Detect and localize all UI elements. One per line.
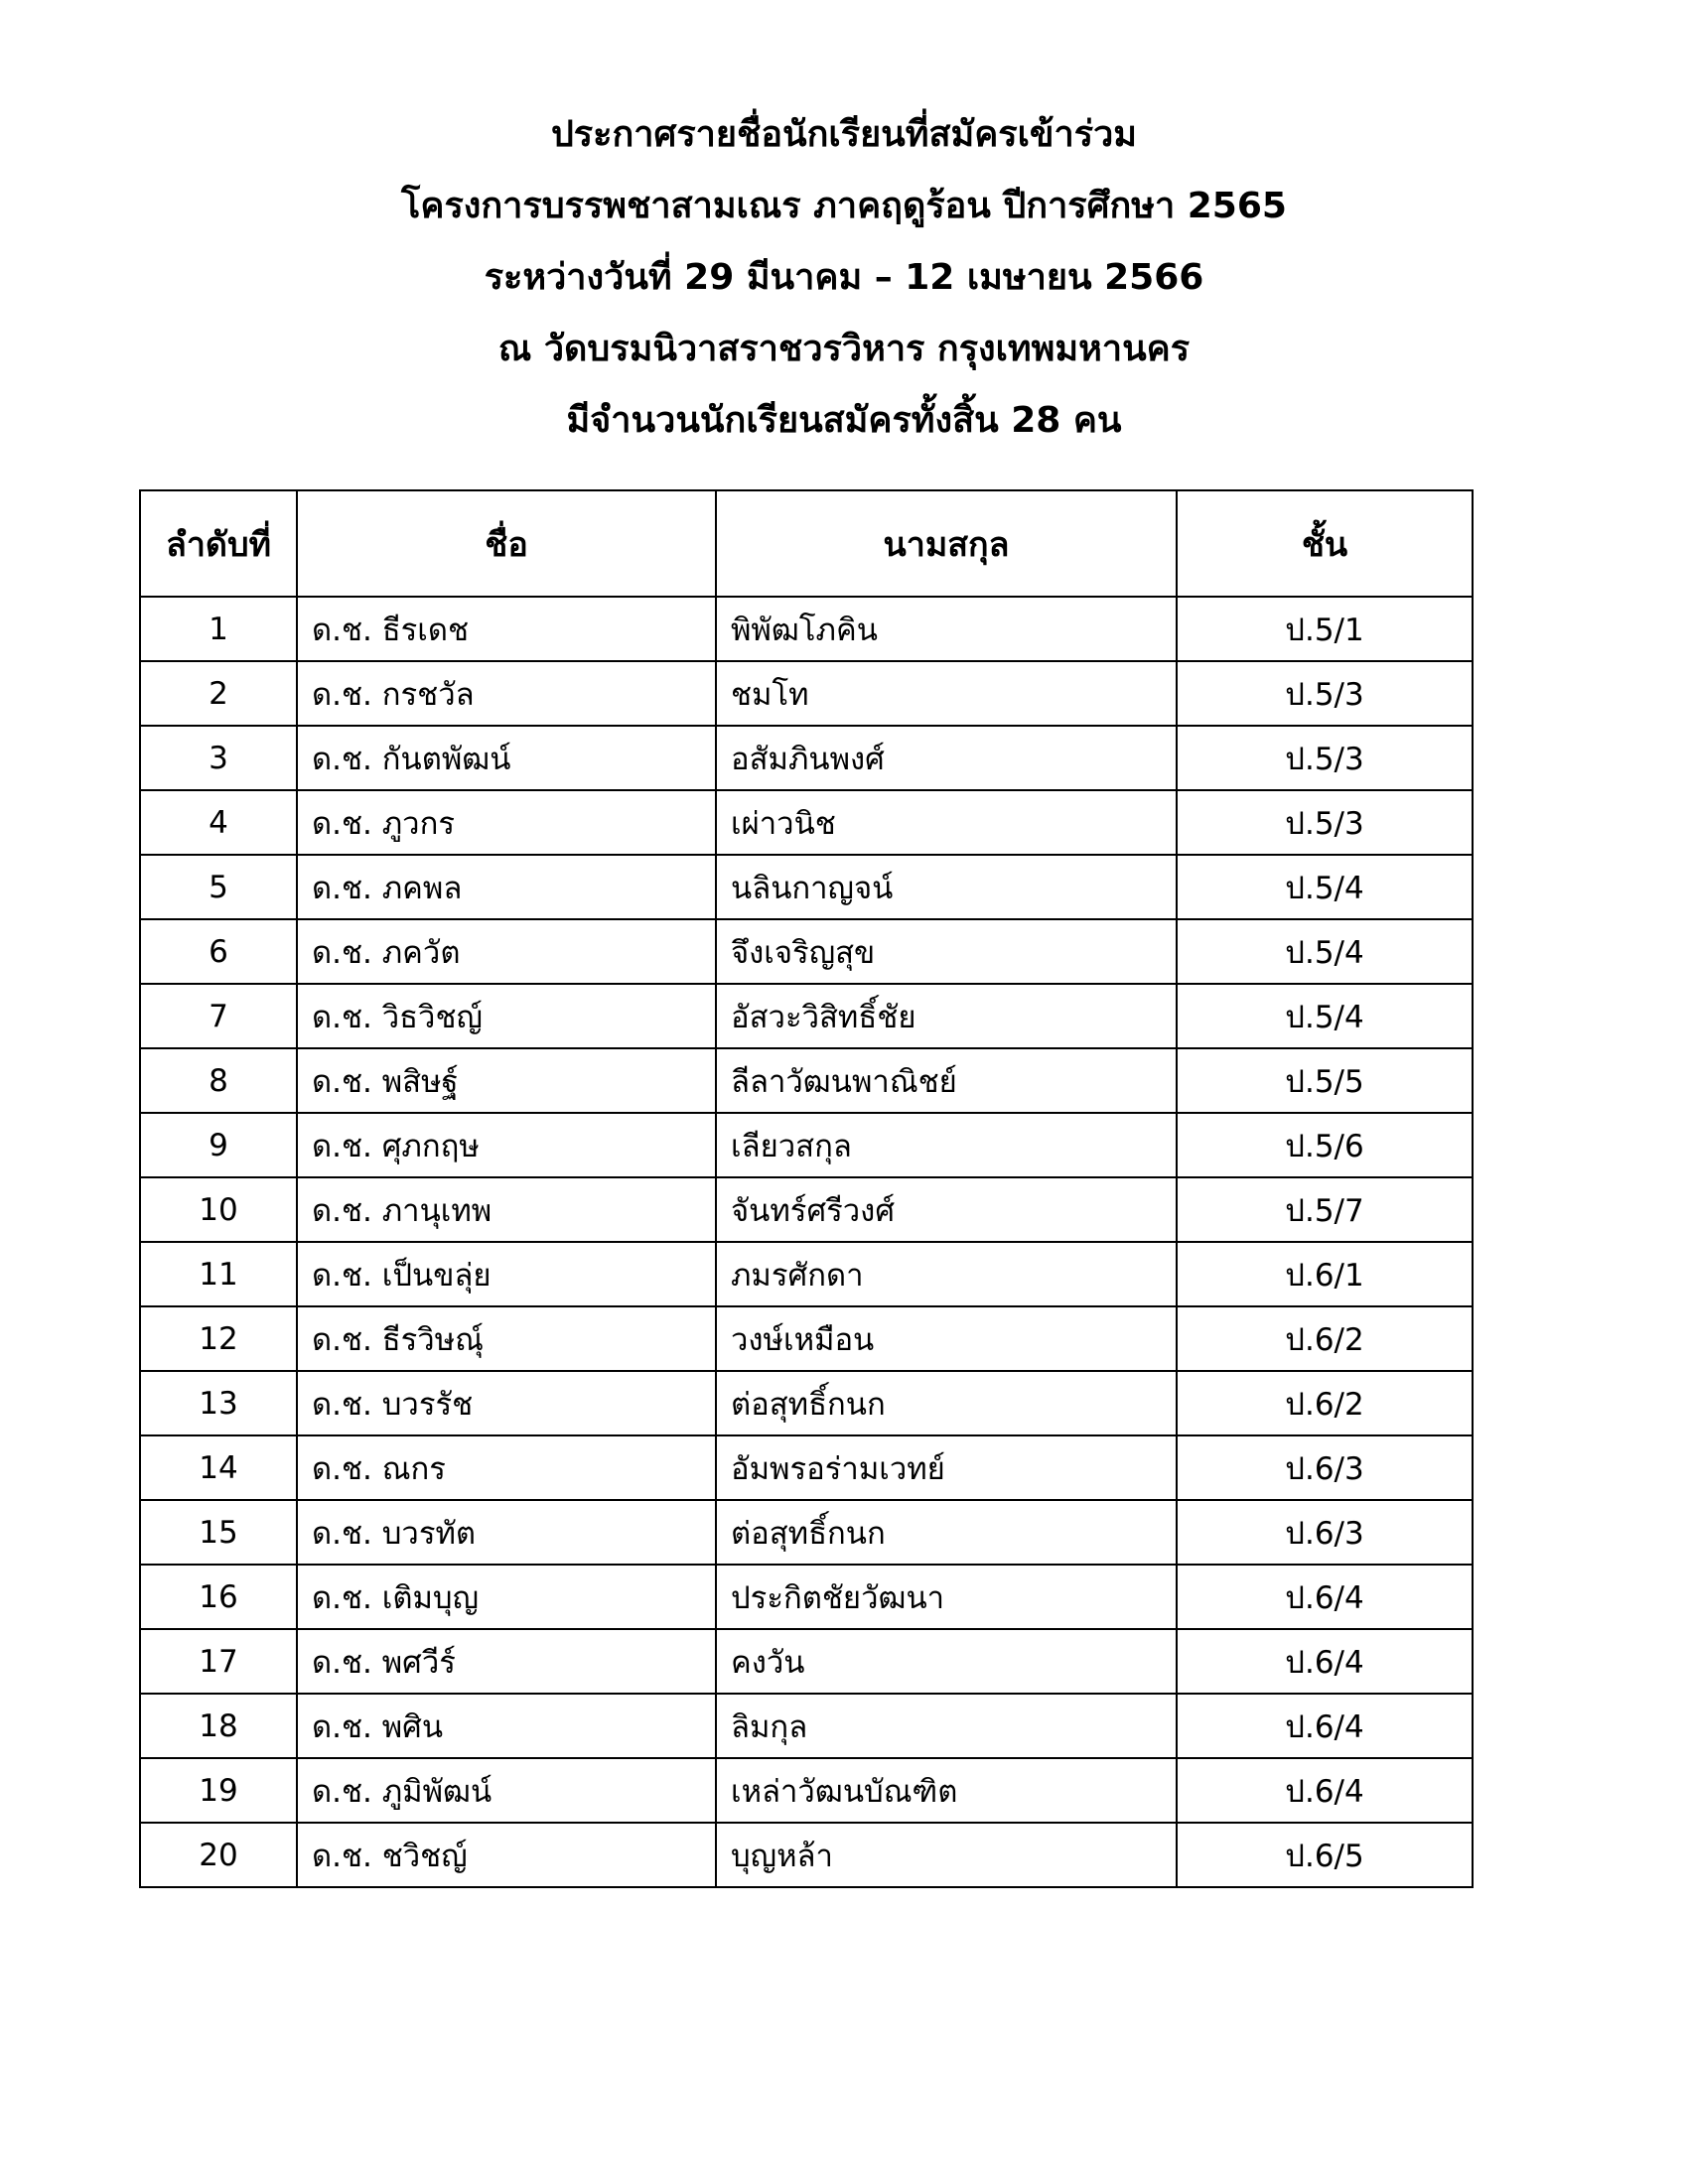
cell-number: 6	[140, 919, 297, 984]
cell-class: ป.6/2	[1177, 1306, 1473, 1371]
cell-name: ด.ช. พศิน	[297, 1694, 716, 1758]
cell-class: ป.5/4	[1177, 855, 1473, 919]
table-row	[140, 919, 1473, 984]
title-line: ประกาศรายชื่อนักเรียนที่สมัครเข้าร่วม	[550, 114, 1138, 155]
cell-class: ป.5/6	[1177, 1113, 1473, 1177]
cell-number: 4	[140, 790, 297, 855]
cell-surname: ภมรศักดา	[716, 1242, 1177, 1306]
column-header-name: ชื่อ	[297, 490, 716, 597]
announcement-header	[0, 99, 1688, 457]
cell-class: ป.5/3	[1177, 661, 1473, 726]
cell-class: ป.6/4	[1177, 1758, 1473, 1823]
cell-name: ด.ช. ศุภกฤษ	[297, 1113, 716, 1177]
table-header-row	[140, 490, 1473, 597]
cell-class: ป.6/3	[1177, 1500, 1473, 1565]
cell-name: ด.ช. ภคพล	[297, 855, 716, 919]
cell-number: 16	[140, 1565, 297, 1629]
column-header-surname: นามสกุล	[716, 490, 1177, 597]
cell-number: 11	[140, 1242, 297, 1306]
cell-number: 5	[140, 855, 297, 919]
cell-surname: นลินกาญจน์	[716, 855, 1177, 919]
cell-number: 13	[140, 1371, 297, 1435]
table-row	[140, 661, 1473, 726]
cell-class: ป.5/3	[1177, 726, 1473, 790]
cell-surname: คงวัน	[716, 1629, 1177, 1694]
cell-name: ด.ช. กันตพัฒน์	[297, 726, 716, 790]
table-row	[140, 855, 1473, 919]
cell-number: 17	[140, 1629, 297, 1694]
cell-number: 9	[140, 1113, 297, 1177]
table-row	[140, 1500, 1473, 1565]
cell-name: ด.ช. ณกร	[297, 1435, 716, 1500]
column-header-number: ลำดับที่	[140, 490, 297, 597]
cell-number: 2	[140, 661, 297, 726]
table-row	[140, 1306, 1473, 1371]
table-row	[140, 1371, 1473, 1435]
cell-class: ป.5/1	[1177, 597, 1473, 661]
project-line: โครงการบรรพชาสามเณร ภาคฤดูร้อน ปีการศึกษา 2565	[401, 186, 1287, 226]
cell-surname: จันทร์ศรีวงศ์	[716, 1177, 1177, 1242]
table-row	[140, 1435, 1473, 1500]
cell-name: ด.ช. ภูมิพัฒน์	[297, 1758, 716, 1823]
cell-surname: ประกิตชัยวัฒนา	[716, 1565, 1177, 1629]
cell-surname: เผ่าวนิช	[716, 790, 1177, 855]
cell-class: ป.6/4	[1177, 1694, 1473, 1758]
cell-class: ป.5/7	[1177, 1177, 1473, 1242]
cell-surname: อสัมภินพงศ์	[716, 726, 1177, 790]
table-row	[140, 790, 1473, 855]
cell-name: ด.ช. เป็นขลุ่ย	[297, 1242, 716, 1306]
table-row	[140, 1242, 1473, 1306]
cell-surname: ลีลาวัฒนพาณิชย์	[716, 1048, 1177, 1113]
cell-surname: ชมโท	[716, 661, 1177, 726]
cell-surname: อัมพรอร่ามเวทย์	[716, 1435, 1177, 1500]
cell-number: 7	[140, 984, 297, 1048]
cell-name: ด.ช. บวรรัช	[297, 1371, 716, 1435]
cell-surname: อัสวะวิสิทธิ์ชัย	[716, 984, 1177, 1048]
cell-name: ด.ช. ธีรเดช	[297, 597, 716, 661]
cell-class: ป.6/2	[1177, 1371, 1473, 1435]
cell-class: ป.6/4	[1177, 1565, 1473, 1629]
cell-name: ด.ช. ธีรวิษณุ์	[297, 1306, 716, 1371]
cell-number: 3	[140, 726, 297, 790]
cell-surname: พิพัฒโภคิน	[716, 597, 1177, 661]
cell-class: ป.6/3	[1177, 1435, 1473, 1500]
cell-name: ด.ช. เติมบุญ	[297, 1565, 716, 1629]
date-line: ระหว่างวันที่ 29 มีนาคม – 12 เมษายน 2566	[484, 257, 1204, 298]
cell-surname: ลิมกุล	[716, 1694, 1177, 1758]
cell-name: ด.ช. พสิษฐ์	[297, 1048, 716, 1113]
table-row	[140, 984, 1473, 1048]
table-row	[140, 1177, 1473, 1242]
cell-number: 14	[140, 1435, 297, 1500]
table-row	[140, 1823, 1473, 1887]
cell-class: ป.6/4	[1177, 1629, 1473, 1694]
cell-surname: ต่อสุทธิ์กนก	[716, 1371, 1177, 1435]
cell-surname: บุญหล้า	[716, 1823, 1177, 1887]
table-row	[140, 1565, 1473, 1629]
cell-number: 10	[140, 1177, 297, 1242]
cell-name: ด.ช. ภควัต	[297, 919, 716, 984]
table-row	[140, 1694, 1473, 1758]
total-line: มีจำนวนนักเรียนสมัครทั้งสิ้น 28 คน	[566, 400, 1122, 441]
cell-number: 8	[140, 1048, 297, 1113]
cell-name: ด.ช. ภานุเทพ	[297, 1177, 716, 1242]
table-row	[140, 597, 1473, 661]
column-header-class: ชั้น	[1177, 490, 1473, 597]
cell-surname: เหล่าวัฒนบัณฑิต	[716, 1758, 1177, 1823]
cell-name: ด.ช. วิธวิชญ์	[297, 984, 716, 1048]
cell-class: ป.6/1	[1177, 1242, 1473, 1306]
cell-class: ป.5/5	[1177, 1048, 1473, 1113]
student-table	[139, 489, 1474, 1888]
cell-number: 20	[140, 1823, 297, 1887]
location-line: ณ วัดบรมนิวาสราชวรวิหาร กรุงเทพมหานคร	[497, 329, 1191, 369]
table-row	[140, 1113, 1473, 1177]
table-row	[140, 1048, 1473, 1113]
cell-surname: วงษ์เหมือน	[716, 1306, 1177, 1371]
cell-number: 19	[140, 1758, 297, 1823]
table-row	[140, 726, 1473, 790]
cell-number: 15	[140, 1500, 297, 1565]
table-row	[140, 1629, 1473, 1694]
cell-class: ป.5/4	[1177, 984, 1473, 1048]
cell-surname: เลียวสกุล	[716, 1113, 1177, 1177]
cell-number: 1	[140, 597, 297, 661]
cell-name: ด.ช. พศวีร์	[297, 1629, 716, 1694]
cell-surname: จึงเจริญสุข	[716, 919, 1177, 984]
cell-name: ด.ช. บวรทัต	[297, 1500, 716, 1565]
cell-class: ป.5/3	[1177, 790, 1473, 855]
cell-class: ป.6/5	[1177, 1823, 1473, 1887]
cell-class: ป.5/4	[1177, 919, 1473, 984]
table-row	[140, 1758, 1473, 1823]
cell-number: 18	[140, 1694, 297, 1758]
cell-surname: ต่อสุทธิ์กนก	[716, 1500, 1177, 1565]
cell-name: ด.ช. กรชวัล	[297, 661, 716, 726]
cell-name: ด.ช. ชวิชญ์	[297, 1823, 716, 1887]
cell-name: ด.ช. ภูวกร	[297, 790, 716, 855]
cell-number: 12	[140, 1306, 297, 1371]
